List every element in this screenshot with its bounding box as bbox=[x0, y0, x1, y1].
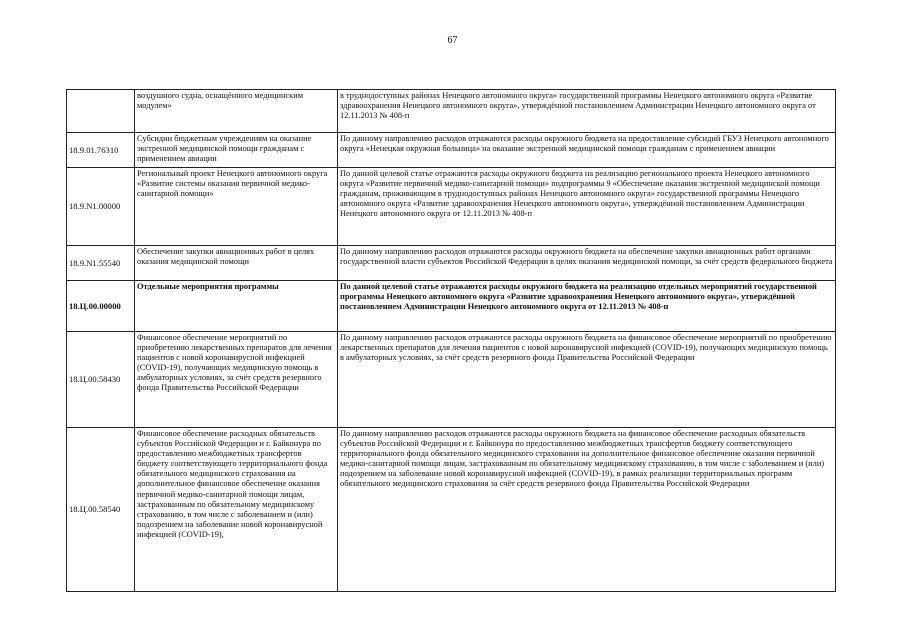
code-cell: 18.9.01.76310 bbox=[67, 133, 135, 168]
name-cell: Финансовое обеспечение расходных обязательств субъектов Российской Федерации и г. Байконура по предоставлению межбюджетных трансфертов бюджету соответствующего территориального фонда обязательного медицинского страхования на дополнительное финансовое обеспечение оказания первичной медико-санитарной помощи лицам, застрахованным по обязательному медицинскому страхованию, в том числе с заболеванием и (или) подозрением на заболевание новой коронавирусной инфекцией (COVID-19), bbox=[135, 428, 338, 592]
code-cell: 18.Ц.00.58540 bbox=[67, 428, 135, 592]
table-body bbox=[67, 90, 836, 592]
table-row bbox=[67, 90, 836, 133]
code-cell: 18.Ц.00.58430 bbox=[67, 332, 135, 428]
table-row bbox=[67, 428, 836, 592]
description-cell: По данной целевой статье отражаются расходы окружного бюджета на реализацию регионального проекта Ненецкого автономного округа «Развитие первичной медико-санитарной помощи» подпрограммы 9 «Обеспечение оказания экстренной медицинской помощи гражданам, проживающим в труднодоступных районах Ненецкого автономного округа» государственной программы Ненецкого автономного округа «Развитие здравоохранения Ненецкого автономного округа», утверждённой постановлением Администрации Ненецкого автономного округа от 12.11.2013 № 408-п bbox=[338, 168, 836, 246]
budget-classification-table bbox=[66, 89, 836, 592]
table-row bbox=[67, 246, 836, 281]
name-cell: Субсидии бюджетным учреждениям на оказание экстренной медицинской помощи гражданам с применением авиации bbox=[135, 133, 338, 168]
name-cell: воздушного судна, оснащённого медицинским модулем» bbox=[135, 90, 338, 133]
table-row bbox=[67, 281, 836, 332]
description-cell: По данному направлению расходов отражаются расходы окружного бюджета на предоставление субсидий ГБУЗ Ненецкого автономного округа «Ненецкая окружная больница» на оказание экстренной медицинской помощи гражданам с применением авиации bbox=[338, 133, 836, 168]
description-cell: в труднодоступных районах Ненецкого автономного округа» государственной программы Ненецкого автономного округа «Развитие здравоохранения Ненецкого автономного округа», утверждённой постановлением Администрации Ненецкого автономного округа от 12.11.2013 № 408-п bbox=[338, 90, 836, 133]
code-cell: 18.9.N1.00000 bbox=[67, 168, 135, 246]
name-cell: Финансовое обеспечение мероприятий по приобретению лекарственных препаратов для лечения пациентов с новой коронавирусной инфекцией (COVID-19), получающих медицинскую помощь в амбулаторных условиях, за счёт средств резервного фонда Правительства Российской Федерации bbox=[135, 332, 338, 428]
description-cell: По данному направлению расходов отражаются расходы окружного бюджета на обеспечение закупки авиационных работ органами государственной власти субъектов Российской Федерации в целях оказания медицинской помощи, за счёт средств федерального бюджета bbox=[338, 246, 836, 281]
name-cell: Обеспечение закупки авиационных работ в целях оказания медицинской помощи bbox=[135, 246, 338, 281]
code-cell bbox=[67, 90, 135, 133]
description-cell: По данной целевой статье отражаются расходы окружного бюджета на реализацию отдельных мероприятий государственной программы Ненецкого автономного округа «Развитие здравоохранения Ненецкого автономного округа», утверждённой постановлением Администрации Ненецкого автономного округа от 12.11.2013 № 408-п bbox=[338, 281, 836, 332]
name-cell: Отдельные мероприятия программы bbox=[135, 281, 338, 332]
page-number: 67 bbox=[447, 35, 458, 46]
table-row bbox=[67, 168, 836, 246]
description-cell: По данному направлению расходов отражаются расходы окружного бюджета на финансовое обеспечение расходных обязательств субъектов Российской Федерации и г. Байконура по предоставлению межбюджетных трансфертов бюджету соответствующего территориального фонда обязательного медицинского страхования на дополнительное финансовое обеспечение оказания первичной медико-санитарной помощи лицам, застрахованным по обязательному медицинскому страхованию, в том числе с заболеванием и (или) подозрением на заболевание новой коронавирусной инфекцией (COVID-19), в рамках реализации территориальных программ обязательного медицинского страхования за счёт средств резервного фонда Правительства Российской Федерации bbox=[338, 428, 836, 592]
table-row bbox=[67, 133, 836, 168]
description-cell: По данному направлению расходов отражаются расходы окружного бюджета на финансовое обеспечение мероприятий по приобретению лекарственных препаратов для лечения пациентов с новой коронавирусной инфекцией (COVID-19), получающих медицинскую помощь в амбулаторных условиях, за счёт средств резервного фонда Правительства Российской Федерации bbox=[338, 332, 836, 428]
code-cell: 18.Ц.00.00000 bbox=[67, 281, 135, 332]
name-cell: Региональный проект Ненецкого автономного округа «Развитие системы оказания первичной медико-санитарной помощи» bbox=[135, 168, 338, 246]
table-row bbox=[67, 332, 836, 428]
code-cell: 18.9.N1.55540 bbox=[67, 246, 135, 281]
